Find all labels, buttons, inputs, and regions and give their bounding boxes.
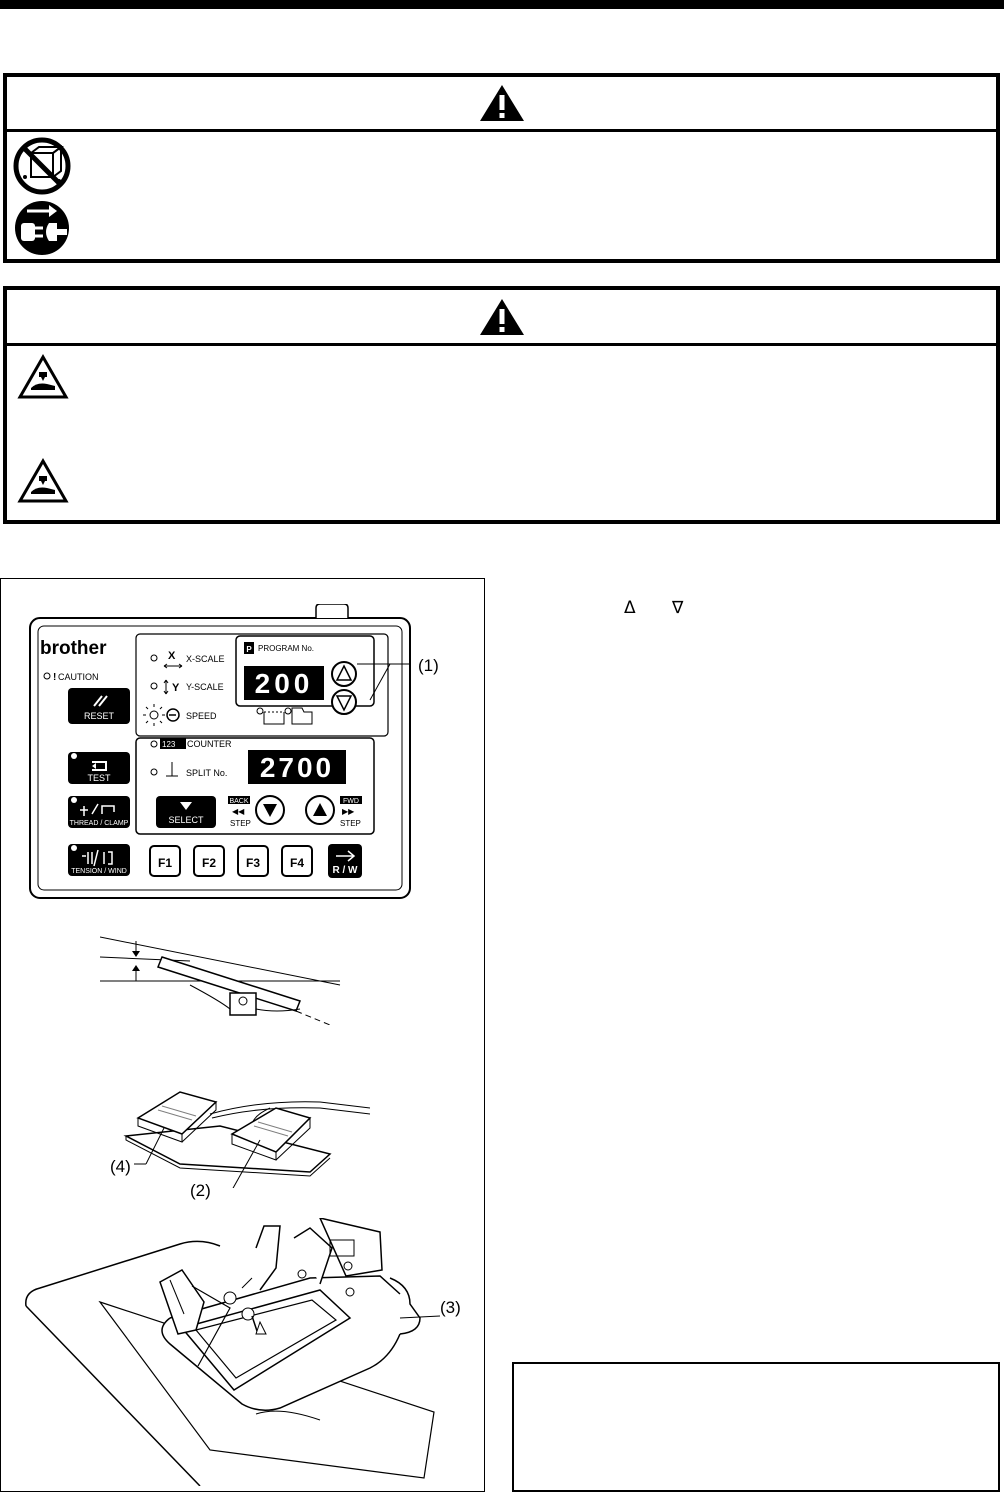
caution-box-1 [3,73,1000,263]
back-label: BACK [229,798,249,805]
step-back-button[interactable] [256,796,284,824]
caution-box-1-header [7,77,996,132]
increase-symbol: Δ [624,598,636,618]
counter-label: COUNTER [187,739,232,749]
step-forward-button[interactable] [306,796,334,824]
caution-label: CAUTION [58,672,99,682]
rw-button[interactable] [328,844,362,878]
test-button[interactable] [68,752,130,784]
f3-button[interactable] [238,846,268,876]
svg-text:!: ! [53,672,57,683]
y-scale-label: Y-SCALE [186,682,224,692]
split-label: SPLIT No. [186,768,228,778]
warning-triangle-icon [478,83,526,123]
rw-label: R / W [332,865,358,876]
page-top-rule [0,0,1004,9]
pinch-hazard-icon [17,458,69,504]
svg-text:▶▶: ▶▶ [342,807,355,816]
callout-4: (4) [110,1157,131,1176]
callout-2: (2) [190,1181,211,1200]
foot-pedal-illustration [120,1078,380,1188]
fwd-step-label: STEP [340,819,361,828]
f1-button[interactable] [150,846,180,876]
fwd-label: FWD [343,798,359,805]
f2-label: F2 [201,856,217,870]
brand-logo: brother [40,638,107,659]
unplug-power-icon [13,199,71,257]
program-no-label: PROGRAM No. [258,644,315,653]
pinch-hazard-icon [17,354,69,400]
x-glyph: X [168,650,176,662]
no-water-icon [13,137,71,195]
svg-text:◀◀: ◀◀ [232,807,245,816]
decrease-symbol: ∇ [672,598,684,618]
f4-button[interactable] [282,846,312,876]
callout-1: (1) [418,656,439,675]
caution-box-2 [3,286,1000,524]
reset-label: RESET [83,711,115,721]
counter-glyph: 123 [162,740,176,749]
f2-button[interactable] [194,846,224,876]
thread-clamp-button[interactable] [68,796,130,828]
select-button[interactable] [156,796,216,828]
reset-button[interactable] [68,688,130,724]
callout-1-leader [340,650,480,710]
operation-panel [28,604,412,900]
f1-label: F1 [157,856,173,870]
speed-label: SPEED [186,711,217,721]
x-scale-label: X-SCALE [186,654,225,664]
test-label: TEST [87,773,111,783]
svg-text:P: P [246,645,252,654]
tension-wind-label: TENSION / WIND [71,868,127,875]
pedal-angle-diagram [100,925,360,1025]
note-box [512,1362,1000,1492]
caution-box-2-header [7,290,996,346]
tension-wind-button[interactable] [68,844,130,876]
warning-triangle-icon [478,297,526,337]
thread-clamp-label: THREAD / CLAMP [69,820,129,827]
callout-3: (3) [440,1298,461,1317]
back-step-label: STEP [230,819,251,828]
f3-label: F3 [245,856,261,870]
work-clamp-illustration [20,1218,470,1486]
counter-display-digits: 2700 [259,752,335,783]
f4-label: F4 [289,856,305,870]
select-label: SELECT [168,815,204,825]
program-display-digits: 200 [254,668,314,699]
y-glyph: Y [172,682,180,694]
